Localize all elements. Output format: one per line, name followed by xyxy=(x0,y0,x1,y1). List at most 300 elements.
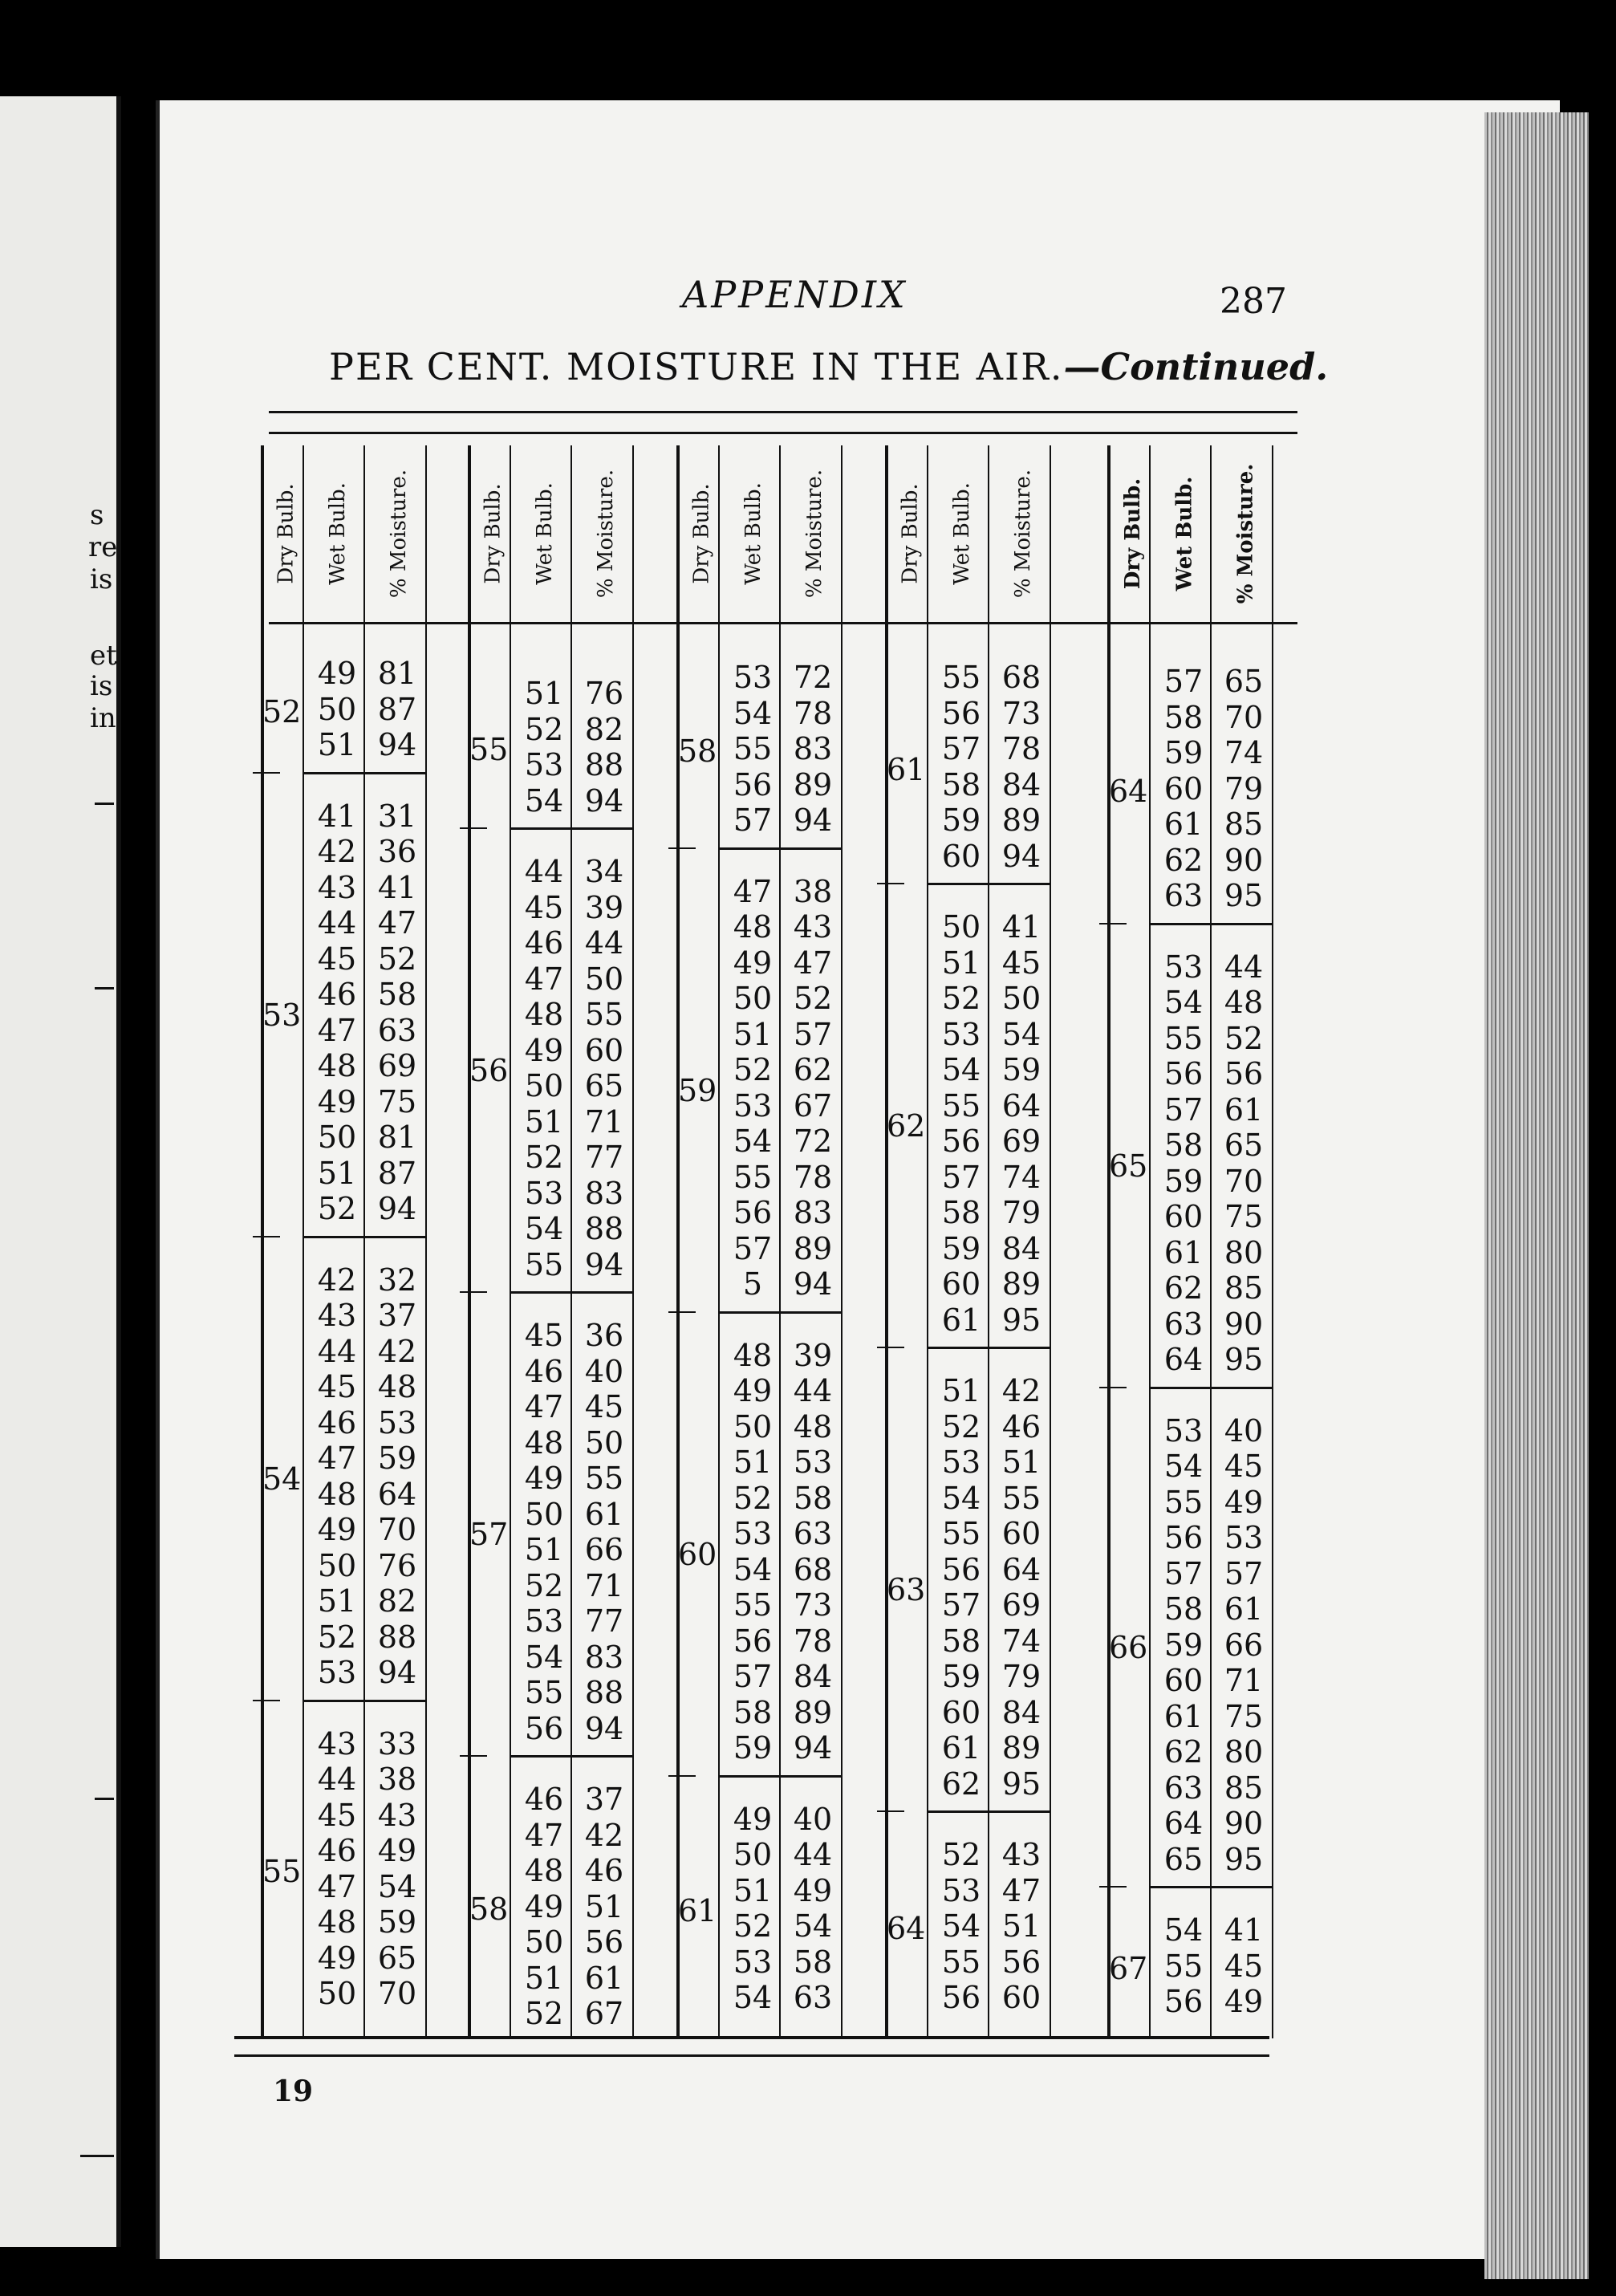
moisture-value: 65 xyxy=(584,1068,624,1103)
moisture-value: 40 xyxy=(793,1801,833,1837)
wet-bulb-value: 47 xyxy=(317,1012,357,1048)
wet-bulb-value: 57 xyxy=(733,1230,773,1266)
wet-bulb-value: 60 xyxy=(941,1694,981,1730)
group-separator xyxy=(510,1291,632,1294)
moisture-value: 58 xyxy=(793,1480,833,1516)
moisture-value: 94 xyxy=(584,1246,624,1282)
moisture-value: 78 xyxy=(793,1159,833,1195)
group-separator-short xyxy=(668,847,696,849)
moisture-value: 95 xyxy=(1001,1766,1041,1802)
wet-bulb-value: 48 xyxy=(317,1048,357,1083)
column-header-label: Wet Bulb. xyxy=(1172,476,1197,591)
moisture-value: 89 xyxy=(1001,803,1041,838)
moisture-value: 84 xyxy=(1001,766,1041,803)
vertical-rule xyxy=(302,445,304,2038)
wet-bulb-value: 62 xyxy=(941,1766,981,1802)
moisture-value: 77 xyxy=(584,1603,624,1639)
moisture-value: 42 xyxy=(584,1817,624,1853)
wet-bulb-value: 54 xyxy=(941,1908,981,1944)
wet-bulb-value: 65 xyxy=(1163,1841,1204,1877)
table-title-continued: —Continued. xyxy=(1063,345,1329,388)
dry-bulb-value: 55 xyxy=(262,1853,302,1889)
group-separator xyxy=(302,1236,425,1238)
moisture-value: 59 xyxy=(1001,1052,1041,1087)
wet-bulb-value: 54 xyxy=(524,1639,564,1675)
moisture-value: 88 xyxy=(584,1675,624,1710)
wet-bulb-value: 55 xyxy=(524,1246,564,1282)
wet-bulb-value: 49 xyxy=(524,1888,564,1924)
wet-bulb-value: 44 xyxy=(317,1333,357,1369)
moisture-value: 61 xyxy=(1224,1591,1264,1627)
moisture-value: 89 xyxy=(793,1230,833,1266)
dry-bulb-value: 61 xyxy=(678,1893,717,1928)
moisture-value: 49 xyxy=(1224,1984,1264,2019)
group-separator-short xyxy=(668,1311,696,1313)
column-header-moisture xyxy=(997,445,1049,622)
moisture-value: 55 xyxy=(1001,1480,1041,1516)
wet-bulb-value: 53 xyxy=(524,1175,564,1211)
moisture-value: 59 xyxy=(377,1904,417,1940)
moisture-value: 63 xyxy=(793,1516,833,1551)
wet-bulb-value: 63 xyxy=(1163,1306,1204,1342)
wet-bulb-value: 61 xyxy=(941,1730,981,1766)
vertical-rule xyxy=(927,445,928,2038)
dry-bulb-value: 62 xyxy=(887,1108,926,1144)
wet-bulb-value: 55 xyxy=(941,1087,981,1124)
wet-bulb-value: 54 xyxy=(941,1480,981,1516)
moisture-value: 87 xyxy=(377,1155,417,1191)
moisture-value: 76 xyxy=(584,676,624,711)
moisture-value: 82 xyxy=(377,1583,417,1619)
moisture-value: 75 xyxy=(377,1083,417,1120)
header-bottom-rule xyxy=(269,622,1297,624)
wet-bulb-value: 63 xyxy=(1163,1770,1204,1806)
dry-bulb-value: 64 xyxy=(1109,773,1148,809)
page-stack-edge xyxy=(1484,112,1589,2279)
wet-bulb-value: 45 xyxy=(524,889,564,925)
column-header-label: Wet Bulb. xyxy=(533,482,557,585)
moisture-value: 51 xyxy=(1001,1908,1041,1944)
wet-bulb-value: 56 xyxy=(1163,1984,1204,2019)
column-header-label: Dry Bulb. xyxy=(481,483,506,584)
moisture-value: 74 xyxy=(1001,1159,1041,1195)
moisture-value: 45 xyxy=(584,1389,624,1424)
wet-bulb-value: 61 xyxy=(941,1302,981,1338)
wet-bulb-value: 60 xyxy=(1163,770,1204,807)
wet-bulb-value: 46 xyxy=(524,1782,564,1817)
column-header-label: % Moisture. xyxy=(1011,469,1035,599)
moisture-value: 94 xyxy=(377,1191,417,1226)
table-top-rule xyxy=(269,432,1297,434)
moisture-value: 83 xyxy=(793,1195,833,1230)
wet-bulb-value: 42 xyxy=(317,834,357,869)
vertical-rule xyxy=(1109,445,1110,2038)
moisture-value: 34 xyxy=(584,854,624,889)
wet-bulb-value: 57 xyxy=(1163,1555,1204,1591)
moisture-value: 94 xyxy=(793,803,833,838)
group-separator-short xyxy=(253,1236,280,1237)
column-header-label: Dry Bulb. xyxy=(690,483,714,584)
moisture-value: 48 xyxy=(1224,985,1264,1020)
group-separator-short xyxy=(1099,1387,1127,1388)
moisture-value: 69 xyxy=(1001,1124,1041,1159)
group-separator-short xyxy=(877,1810,904,1812)
wet-bulb-value: 57 xyxy=(941,1587,981,1623)
moisture-value: 50 xyxy=(584,961,624,997)
column-header-label: Wet Bulb. xyxy=(326,482,350,585)
moisture-value: 78 xyxy=(793,695,833,731)
wet-bulb-value: 52 xyxy=(524,1567,564,1603)
moisture-value: 40 xyxy=(1224,1412,1264,1449)
wet-bulb-value: 53 xyxy=(733,1516,773,1551)
wet-bulb-value: 54 xyxy=(524,1211,564,1246)
wet-bulb-value: 54 xyxy=(1163,1912,1204,1948)
moisture-value: 69 xyxy=(1001,1587,1041,1623)
wet-bulb-value: 56 xyxy=(733,766,773,803)
moisture-value: 78 xyxy=(1001,731,1041,766)
moisture-value: 88 xyxy=(377,1619,417,1655)
moisture-value: 52 xyxy=(793,981,833,1016)
wet-bulb-value: 58 xyxy=(1163,1128,1204,1163)
wet-bulb-value: 52 xyxy=(524,1996,564,2031)
moisture-value: 88 xyxy=(584,747,624,782)
dry-bulb-value: 65 xyxy=(1109,1148,1148,1184)
moisture-value: 79 xyxy=(1224,770,1264,807)
wet-bulb-value: 59 xyxy=(1163,1627,1204,1663)
moisture-value: 88 xyxy=(584,1211,624,1246)
column-header-label: % Moisture. xyxy=(1233,463,1258,604)
moisture-value: 67 xyxy=(793,1087,833,1124)
wet-bulb-value: 54 xyxy=(733,1124,773,1159)
wet-bulb-value: 60 xyxy=(1163,1199,1204,1234)
moisture-value: 39 xyxy=(793,1337,833,1373)
moisture-value: 74 xyxy=(1001,1623,1041,1659)
dry-bulb-value: 52 xyxy=(262,693,302,729)
moisture-value: 61 xyxy=(584,1960,624,1996)
dry-bulb-value: 66 xyxy=(1109,1629,1148,1665)
wet-bulb-value: 49 xyxy=(733,1373,773,1408)
running-head: APPENDIX xyxy=(682,273,907,316)
wet-bulb-value: 52 xyxy=(941,981,981,1016)
wet-bulb-value: 51 xyxy=(317,1583,357,1619)
wet-bulb-value: 59 xyxy=(1163,735,1204,770)
moisture-value: 53 xyxy=(1224,1520,1264,1555)
wet-bulb-value: 59 xyxy=(1163,1163,1204,1199)
moisture-value: 46 xyxy=(584,1853,624,1888)
wet-bulb-value: 55 xyxy=(941,1516,981,1551)
dry-bulb-value: 58 xyxy=(678,734,717,770)
wet-bulb-value: 49 xyxy=(317,1512,357,1547)
group-separator xyxy=(718,1311,841,1314)
wet-bulb-value: 55 xyxy=(524,1675,564,1710)
moisture-value: 81 xyxy=(377,1120,417,1155)
moisture-value: 44 xyxy=(584,925,624,961)
wet-bulb-value: 51 xyxy=(733,1872,773,1908)
group-separator xyxy=(927,1810,1050,1813)
moisture-value: 95 xyxy=(1001,1302,1041,1338)
wet-bulb-value: 53 xyxy=(941,1016,981,1052)
moisture-value: 44 xyxy=(1224,949,1264,985)
group-separator xyxy=(510,827,632,830)
wet-bulb-value: 56 xyxy=(941,1124,981,1159)
wet-bulb-value: 44 xyxy=(524,854,564,889)
wet-bulb-value: 50 xyxy=(733,1837,773,1872)
vertical-rule xyxy=(469,445,471,2038)
moisture-value: 95 xyxy=(1224,1841,1264,1877)
wet-bulb-value: 48 xyxy=(524,1853,564,1888)
moisture-value: 36 xyxy=(584,1318,624,1353)
wet-bulb-value: 54 xyxy=(1163,985,1204,1020)
moisture-value: 49 xyxy=(1224,1484,1264,1520)
moisture-value: 85 xyxy=(1224,1270,1264,1306)
wet-bulb-value: 54 xyxy=(733,1980,773,2015)
wet-bulb-value: 48 xyxy=(317,1904,357,1940)
moisture-value: 60 xyxy=(1001,1980,1041,2015)
moisture-value: 94 xyxy=(793,1266,833,1302)
moisture-value: 70 xyxy=(1224,1163,1264,1199)
wet-bulb-value: 46 xyxy=(317,1833,357,1868)
wet-bulb-value: 55 xyxy=(1163,1020,1204,1056)
wet-bulb-value: 56 xyxy=(524,1710,564,1746)
moisture-value: 84 xyxy=(1001,1230,1041,1266)
group-separator xyxy=(927,1347,1050,1349)
moisture-value: 48 xyxy=(377,1369,417,1404)
column-header-label: Dry Bulb. xyxy=(274,483,298,584)
moisture-value: 69 xyxy=(377,1048,417,1083)
group-separator-short xyxy=(253,772,280,774)
moisture-value: 46 xyxy=(1001,1408,1041,1445)
moisture-value: 47 xyxy=(1001,1872,1041,1908)
moisture-value: 45 xyxy=(1001,945,1041,981)
moisture-value: 80 xyxy=(1224,1234,1264,1270)
moisture-value: 41 xyxy=(1001,909,1041,945)
facing-page-fragment: et xyxy=(90,640,117,672)
dry-bulb-value: 55 xyxy=(469,732,509,767)
vertical-rule xyxy=(718,445,720,2038)
wet-bulb-value: 43 xyxy=(317,869,357,905)
column-header-wet xyxy=(728,445,779,622)
moisture-value: 55 xyxy=(584,1461,624,1496)
moisture-value: 53 xyxy=(793,1445,833,1480)
wet-bulb-value: 50 xyxy=(733,1408,773,1445)
wet-bulb-value: 48 xyxy=(733,909,773,945)
moisture-value: 71 xyxy=(1224,1663,1264,1698)
moisture-value: 40 xyxy=(584,1353,624,1389)
moisture-value: 68 xyxy=(793,1551,833,1587)
wet-bulb-value: 52 xyxy=(733,1480,773,1516)
wet-bulb-value: 54 xyxy=(733,695,773,731)
moisture-value: 43 xyxy=(1001,1837,1041,1872)
wet-bulb-value: 58 xyxy=(733,1694,773,1730)
wet-bulb-value: 50 xyxy=(317,1120,357,1155)
facing-page-edge xyxy=(0,96,121,2247)
group-separator-short xyxy=(1099,1886,1127,1888)
moisture-value: 49 xyxy=(793,1872,833,1908)
wet-bulb-value: 57 xyxy=(1163,1091,1204,1128)
moisture-value: 72 xyxy=(793,1124,833,1159)
moisture-value: 65 xyxy=(1224,1128,1264,1163)
wet-bulb-value: 44 xyxy=(317,1762,357,1797)
dry-bulb-value: 64 xyxy=(887,1911,926,1947)
wet-bulb-value: 52 xyxy=(317,1619,357,1655)
group-separator xyxy=(1149,1886,1272,1888)
moisture-value: 42 xyxy=(377,1333,417,1369)
vertical-rule xyxy=(678,445,680,2038)
moisture-value: 89 xyxy=(793,766,833,803)
dry-bulb-value: 53 xyxy=(262,997,302,1033)
moisture-value: 85 xyxy=(1224,807,1264,842)
wet-bulb-value: 52 xyxy=(733,1908,773,1944)
wet-bulb-value: 52 xyxy=(317,1191,357,1226)
wet-bulb-value: 55 xyxy=(941,660,981,695)
moisture-value: 47 xyxy=(793,945,833,981)
wet-bulb-value: 50 xyxy=(524,1924,564,1960)
moisture-value: 63 xyxy=(793,1980,833,2015)
vertical-rule xyxy=(887,445,888,2038)
wet-bulb-value: 45 xyxy=(317,1797,357,1833)
group-separator xyxy=(302,772,425,774)
wet-bulb-value: 50 xyxy=(524,1068,564,1103)
column-header-wet xyxy=(519,445,570,622)
wet-bulb-value: 51 xyxy=(941,1373,981,1408)
moisture-value: 94 xyxy=(1001,838,1041,874)
vertical-rule xyxy=(1149,445,1151,2038)
wet-bulb-value: 53 xyxy=(524,747,564,782)
wet-bulb-value: 52 xyxy=(524,1140,564,1175)
wet-bulb-value: 46 xyxy=(317,977,357,1012)
moisture-value: 59 xyxy=(377,1441,417,1476)
wet-bulb-value: 57 xyxy=(941,1159,981,1195)
wet-bulb-value: 53 xyxy=(1163,1412,1204,1449)
moisture-value: 70 xyxy=(377,1512,417,1547)
wet-bulb-value: 58 xyxy=(1163,699,1204,735)
moisture-value: 81 xyxy=(377,656,417,691)
wet-bulb-value: 54 xyxy=(941,1052,981,1087)
wet-bulb-value: 49 xyxy=(524,1032,564,1068)
wet-bulb-value: 59 xyxy=(733,1730,773,1766)
dry-bulb-value: 59 xyxy=(678,1072,717,1108)
moisture-value: 90 xyxy=(1224,842,1264,878)
moisture-value: 43 xyxy=(377,1797,417,1833)
moisture-value: 90 xyxy=(1224,1306,1264,1342)
moisture-value: 36 xyxy=(377,834,417,869)
column-header-label: % Moisture. xyxy=(802,469,826,599)
signature-mark: 19 xyxy=(273,2075,314,2108)
group-separator xyxy=(1149,1387,1272,1389)
moisture-value: 44 xyxy=(793,1373,833,1408)
wet-bulb-value: 55 xyxy=(733,731,773,766)
group-separator xyxy=(1149,923,1272,925)
moisture-value: 80 xyxy=(1224,1734,1264,1770)
wet-bulb-value: 51 xyxy=(524,1532,564,1567)
moisture-value: 37 xyxy=(584,1782,624,1817)
column-header-moisture xyxy=(373,445,424,622)
wet-bulb-value: 51 xyxy=(317,727,357,762)
moisture-value: 89 xyxy=(1001,1266,1041,1302)
moisture-value: 66 xyxy=(1224,1627,1264,1663)
moisture-value: 95 xyxy=(1224,878,1264,913)
column-header-wet xyxy=(312,445,363,622)
wet-bulb-value: 64 xyxy=(1163,1806,1204,1841)
moisture-value: 61 xyxy=(1224,1091,1264,1128)
wet-bulb-value: 57 xyxy=(733,1659,773,1694)
moisture-value: 57 xyxy=(1224,1555,1264,1591)
moisture-value: 76 xyxy=(377,1547,417,1583)
dry-bulb-value: 54 xyxy=(262,1461,302,1497)
wet-bulb-value: 46 xyxy=(524,1353,564,1389)
wet-bulb-value: 54 xyxy=(524,782,564,819)
column-header-dry xyxy=(468,445,519,622)
wet-bulb-value: 51 xyxy=(524,1960,564,1996)
wet-bulb-value: 50 xyxy=(317,1976,357,2011)
wet-bulb-value: 43 xyxy=(317,1725,357,1762)
group-separator xyxy=(718,847,841,850)
wet-bulb-value: 62 xyxy=(1163,1270,1204,1306)
wet-bulb-value: 49 xyxy=(733,1801,773,1837)
moisture-value: 64 xyxy=(1001,1551,1041,1587)
wet-bulb-value: 50 xyxy=(317,1547,357,1583)
wet-bulb-value: 50 xyxy=(733,981,773,1016)
wet-bulb-value: 60 xyxy=(941,1266,981,1302)
moisture-value: 87 xyxy=(377,691,417,727)
wet-bulb-value: 56 xyxy=(941,1980,981,2015)
moisture-value: 56 xyxy=(1224,1056,1264,1091)
group-separator-short xyxy=(253,1700,280,1701)
moisture-value: 71 xyxy=(584,1567,624,1603)
table-bottom-rule xyxy=(234,2036,1269,2039)
table-title-main: PER CENT. MOISTURE IN THE AIR. xyxy=(329,345,1064,388)
moisture-value: 49 xyxy=(377,1833,417,1868)
moisture-value: 66 xyxy=(584,1532,624,1567)
group-separator xyxy=(302,1700,425,1702)
wet-bulb-value: 53 xyxy=(317,1655,357,1690)
wet-bulb-value: 47 xyxy=(317,1868,357,1904)
column-header-dry xyxy=(676,445,728,622)
moisture-value: 37 xyxy=(377,1298,417,1333)
wet-bulb-value: 55 xyxy=(733,1159,773,1195)
vertical-rule xyxy=(262,445,264,2038)
wet-bulb-value: 49 xyxy=(317,656,357,691)
dry-bulb-value: 60 xyxy=(678,1536,717,1572)
wet-bulb-value: 45 xyxy=(524,1318,564,1353)
moisture-value: 94 xyxy=(793,1730,833,1766)
wet-bulb-value: 57 xyxy=(1163,664,1204,699)
facing-page-rule xyxy=(95,803,114,805)
wet-bulb-value: 50 xyxy=(317,691,357,727)
wet-bulb-value: 52 xyxy=(524,711,564,747)
moisture-value: 83 xyxy=(793,731,833,766)
moisture-value: 73 xyxy=(793,1587,833,1623)
moisture-value: 83 xyxy=(584,1639,624,1675)
dry-bulb-value: 63 xyxy=(887,1572,926,1607)
column-header-dry xyxy=(1107,445,1159,622)
wet-bulb-value: 58 xyxy=(941,1623,981,1659)
moisture-value: 51 xyxy=(1001,1445,1041,1480)
wet-bulb-value: 49 xyxy=(317,1940,357,1976)
column-header-wet xyxy=(936,445,988,622)
moisture-value: 54 xyxy=(793,1908,833,1944)
moisture-value: 41 xyxy=(377,869,417,905)
wet-bulb-value: 60 xyxy=(941,838,981,874)
dry-bulb-value: 58 xyxy=(469,1891,509,1927)
wet-bulb-value: 59 xyxy=(941,1230,981,1266)
moisture-value: 94 xyxy=(377,727,417,762)
wet-bulb-value: 48 xyxy=(524,997,564,1032)
facing-page-rule xyxy=(95,1798,114,1800)
wet-bulb-value: 53 xyxy=(733,1944,773,1980)
wet-bulb-value: 58 xyxy=(941,766,981,803)
moisture-value: 94 xyxy=(584,782,624,819)
